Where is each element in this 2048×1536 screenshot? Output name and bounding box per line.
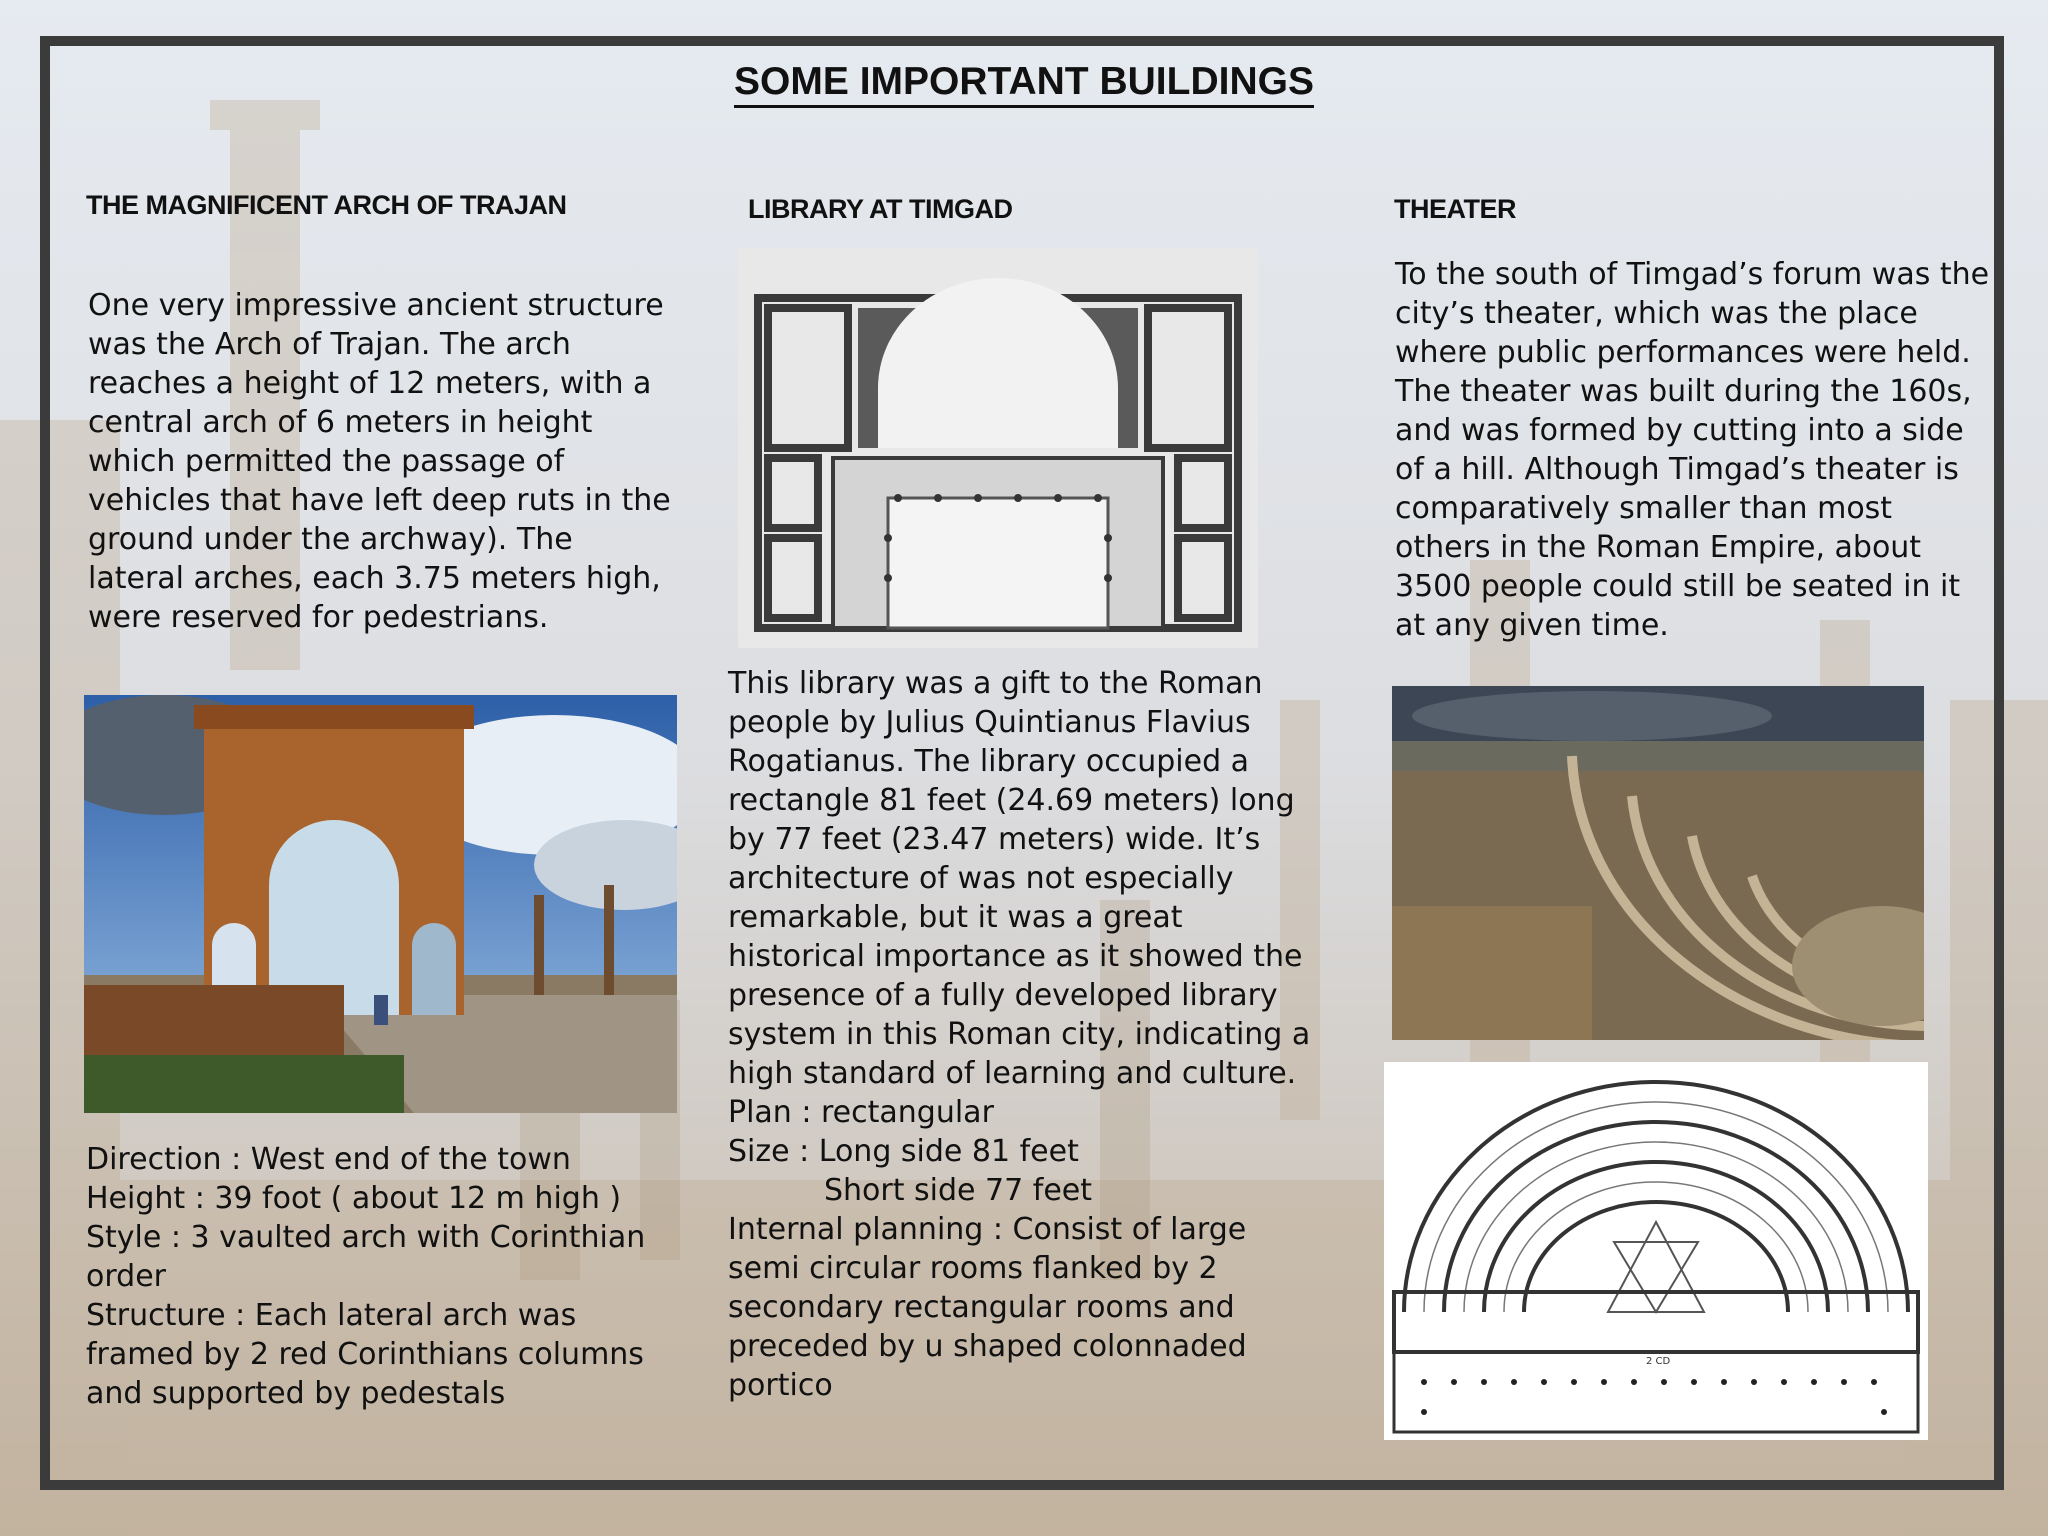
theater-plan-label: 2 CD bbox=[1646, 1356, 1671, 1367]
page-title: SOME IMPORTANT BUILDINGS bbox=[0, 60, 2048, 104]
theater-floor-plan bbox=[1384, 1062, 1928, 1440]
arch-heading: THE MAGNIFICENT ARCH OF TRAJAN bbox=[86, 190, 567, 220]
theater-heading: THEATER bbox=[1394, 194, 1516, 224]
arch-detail-style: Style : 3 vaulted arch with Corinthian order bbox=[86, 1220, 646, 1294]
arch-detail-structure: Structure : Each lateral arch was framed by 2 red Corinthians columns and supported by pedestals bbox=[86, 1298, 644, 1411]
arch-details bbox=[86, 1140, 686, 1413]
library-detail-internal: Internal planning : Consist of large semi circular rooms flanked by 2 secondary rectangular rooms and preceded by u shaped colonnaded portico bbox=[728, 1212, 1247, 1403]
theater-intro: To the south of Timgad’s forum was the city’s theater, which was the place where public performances were held. The theater was built during the 160s, and was formed by cutting into a side of a hill. Although Timgad’s theater is comparatively smaller than most others in the Roman Empire, about 3500 people could still be seated in it at any given time. bbox=[1395, 257, 1990, 643]
library-detail-size: Size : Long side 81 feet bbox=[728, 1134, 1079, 1169]
theater-photo bbox=[1392, 686, 1924, 1040]
arch-detail-direction: Direction : West end of the town bbox=[86, 1142, 571, 1177]
arch-detail-height: Height : 39 foot ( about 12 m high ) bbox=[86, 1181, 622, 1216]
arch-intro: One very impressive ancient structure was the Arch of Trajan. The arch reaches a height of 12 meters, with a central arch of 6 meters in height which permitted the passage of vehicles that have left deep ruts in the ground under the archway). The lateral arches, each 3.75 meters high, were reserved for pedestrians. bbox=[88, 288, 671, 635]
library-intro: This library was a gift to the Roman people by Julius Quintianus Flavius Rogatianus. The library occupied a rectangle 81 feet (24.69 meters) long by 77 feet (23.47 meters) wide. It’s architecture of was not especially remarkable, but it was a great historical importance as it showed the presence of a fully developed library system in this Roman city, indicating a high standard of learning and culture. bbox=[728, 666, 1311, 1091]
library-details bbox=[728, 1093, 1308, 1405]
library-detail-plan: Plan : rectangular bbox=[728, 1095, 994, 1130]
library-floor-plan bbox=[738, 248, 1258, 648]
library-heading: LIBRARY AT TIMGAD bbox=[748, 194, 1013, 224]
library-detail-short-side: Short side 77 feet bbox=[824, 1173, 1092, 1208]
arch-of-trajan-photo bbox=[84, 695, 677, 1113]
